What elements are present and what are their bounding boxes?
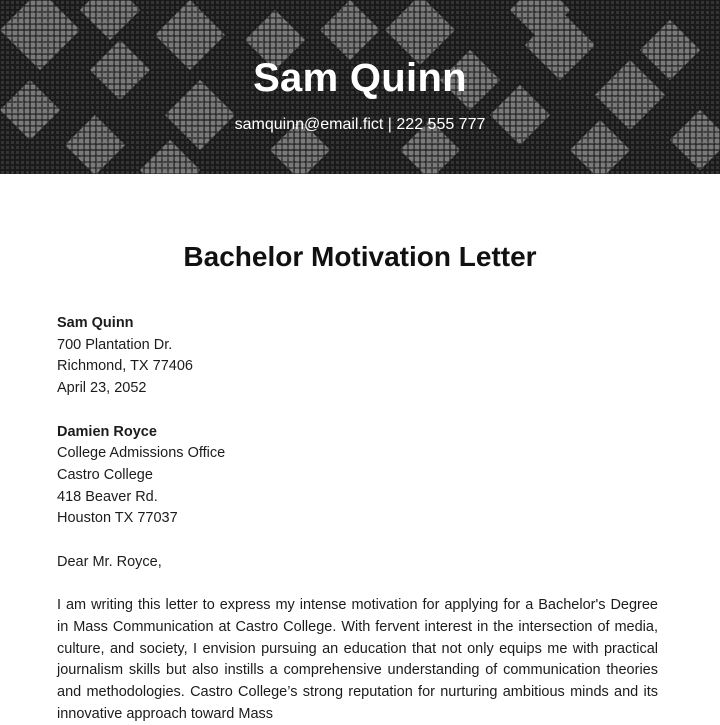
recipient-city: Houston TX 77037 xyxy=(57,510,178,527)
spacer xyxy=(57,530,658,552)
header-name: Sam Quinn xyxy=(253,56,467,100)
sender-street: 700 Plantation Dr. xyxy=(57,336,173,353)
recipient-street: 418 Beaver Rd. xyxy=(57,488,158,505)
recipient-name: Damien Royce xyxy=(57,423,157,440)
sender-name: Sam Quinn xyxy=(57,315,134,331)
recipient-institution: Castro College xyxy=(57,466,153,483)
salutation: Dear Mr. Royce, xyxy=(57,553,162,570)
spacer xyxy=(57,573,658,595)
spacer xyxy=(57,400,658,422)
header-contact: samquinn@email.fict | 222 555 777 xyxy=(234,116,486,133)
sender-city: Richmond, TX 77406 xyxy=(57,358,193,375)
header-banner xyxy=(0,0,720,174)
letter-body xyxy=(57,313,658,725)
body-paragraph: I am writing this letter to express my intense motivation for applying for a Bachelor's Degree in Mass Communication at Castro College. With fervent interest in the intersection of media, culture, and society, I envision pursuing an education that not only equips me with practical journalism skills but also instills a comprehensive understanding of communication theories and methodologies. Castro College’s strong reputation for nurturing ambitious minds and its innovative approach toward Mass xyxy=(57,597,658,722)
recipient-office: College Admissions Office xyxy=(57,445,226,462)
letter-title: Bachelor Motivation Letter xyxy=(183,241,537,272)
letter-date: April 23, 2052 xyxy=(57,380,147,397)
